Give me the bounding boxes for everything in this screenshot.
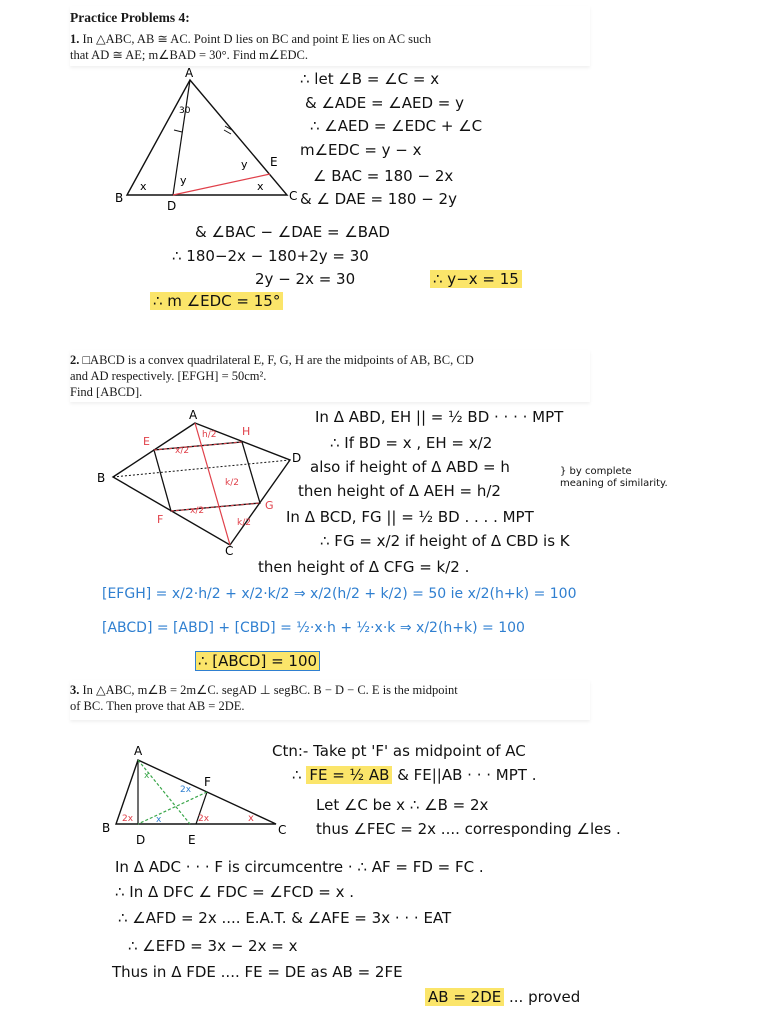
label-x2-bottom: x/2 bbox=[190, 506, 205, 516]
problem-3-text-1: In △ABC, m∠B = 2m∠C. segAD ⊥ segBC. B − D − C. E is the midpoint bbox=[82, 683, 458, 697]
angle-y-d-1: y bbox=[180, 174, 187, 187]
label-h2: h/2 bbox=[202, 430, 217, 440]
quadrilateral-figure-2 bbox=[95, 405, 305, 555]
p1-answer bbox=[150, 292, 283, 310]
p1-work-6: & ∠ DAE = 180 − 2y bbox=[300, 190, 457, 208]
problem-2-text-3: Find [ABCD]. bbox=[70, 385, 143, 399]
p3-work-9: Thus in Δ FDE .... FE = DE as AB = 2FE bbox=[112, 963, 403, 981]
problem-1-text-1: In △ABC, AB ≅ AC. Point D lies on BC and point E lies on AC such bbox=[82, 32, 432, 46]
p1-work-2: & ∠ADE = ∠AED = y bbox=[305, 94, 465, 112]
problem-3-statement bbox=[70, 680, 590, 720]
p1-answer-highlight: ∴ m ∠EDC = 15° bbox=[150, 292, 283, 310]
p3-work-2 bbox=[292, 766, 536, 784]
p1-work-9: 2y − 2x = 30 bbox=[255, 270, 356, 288]
angle-x-a: x bbox=[144, 771, 150, 781]
p2-work-6: ∴ FG = x/2 if height of Δ CBD is K bbox=[320, 532, 570, 550]
problem-3-line-1 bbox=[70, 682, 590, 698]
vertex-b-3: B bbox=[102, 821, 111, 835]
vertex-c-3: C bbox=[278, 823, 287, 837]
p2-work-2: ∴ If BD = x , EH = x/2 bbox=[330, 434, 493, 452]
vertex-g-2: G bbox=[265, 499, 274, 512]
p3-work-2-rest: & FE||AB · · · MPT . bbox=[397, 766, 537, 784]
p2-answer bbox=[195, 652, 320, 670]
angle-x-b-1: x bbox=[140, 180, 147, 193]
p2-note: } by complete meaning of similarity. bbox=[560, 466, 668, 489]
p3-work-3: Let ∠C be x ∴ ∠B = 2x bbox=[316, 796, 489, 814]
problem-2-statement bbox=[70, 350, 590, 402]
problem-3-number: 3. bbox=[70, 683, 80, 697]
vertex-e-2: E bbox=[143, 435, 150, 448]
p2-work-1: In Δ ABD, EH || = ½ BD · · · · MPT bbox=[315, 408, 564, 426]
problem-2-text-2: and AD respectively. [EFGH] = 50cm². bbox=[70, 369, 267, 383]
problem-2-number: 2. bbox=[70, 353, 80, 367]
p2-work-4: then height of Δ AEH = h/2 bbox=[298, 482, 501, 500]
angle-2x-b: 2x bbox=[122, 814, 134, 824]
p2-blue-line-1: [EFGH] = x/2·h/2 + x/2·k/2 ⇒ x/2(h/2 + k/2) = 50 ie x/2(h+k) = 100 bbox=[102, 586, 577, 602]
angle-x-c: x bbox=[248, 813, 254, 824]
vertex-h-2: H bbox=[242, 425, 251, 438]
vertex-c-2: C bbox=[225, 544, 234, 555]
triangle-figure-1 bbox=[105, 68, 305, 218]
p3-work-8: ∴ ∠EFD = 3x − 2x = x bbox=[128, 937, 298, 955]
problem-1-line-1 bbox=[70, 31, 590, 47]
vertex-c-1: C bbox=[289, 189, 298, 203]
p3-work-2-prefix: ∴ bbox=[292, 766, 302, 784]
practice-header: Practice Problems 4: bbox=[70, 10, 190, 25]
p1-work-3: ∴ ∠AED = ∠EDC + ∠C bbox=[310, 117, 483, 135]
p2-work-5: In Δ BCD, FG || = ½ BD . . . . MPT bbox=[286, 508, 534, 526]
p2-blue-line-2: [ABCD] = [ABD] + [CBD] = ½·x·h + ½·x·k ⇒ x/2(h+k) = 100 bbox=[102, 620, 525, 636]
p1-result-highlight: ∴ y−x = 15 bbox=[430, 270, 522, 288]
angle-y-e-1: y bbox=[241, 158, 248, 171]
vertex-d-1: D bbox=[167, 199, 177, 213]
vertex-e-1: E bbox=[270, 155, 278, 169]
p1-work-7: & ∠BAC − ∠DAE = ∠BAD bbox=[195, 223, 390, 241]
angle-30-1: 30 bbox=[179, 106, 191, 116]
vertex-b-1: B bbox=[115, 191, 124, 205]
p3-work-1: Ctn:- Take pt 'F' as midpoint of AC bbox=[272, 742, 526, 760]
p1-work-1: ∴ let ∠B = ∠C = x bbox=[300, 70, 440, 88]
vertex-a-1: A bbox=[185, 68, 194, 80]
angle-2x-e: 2x bbox=[198, 814, 210, 824]
p3-final-highlight: AB = 2DE bbox=[425, 988, 504, 1006]
p1-work-8: ∴ 180−2x − 180+2y = 30 bbox=[172, 247, 369, 265]
problem-1-statement bbox=[70, 6, 590, 66]
problem-2-line-1 bbox=[70, 352, 590, 368]
vertex-b-2: B bbox=[97, 471, 106, 485]
problem-1-text-2: that AD ≅ AE; m∠BAD = 30°. Find m∠EDC. bbox=[70, 48, 309, 62]
p3-final bbox=[425, 988, 580, 1006]
label-x2-top: x/2 bbox=[175, 446, 190, 456]
angle-2x-f: 2x bbox=[180, 785, 192, 795]
vertex-a-2: A bbox=[189, 408, 198, 422]
vertex-d-2: D bbox=[292, 451, 302, 465]
angle-x-c-1: x bbox=[257, 180, 264, 193]
p3-work-7: ∴ ∠AFD = 2x .... E.A.T. & ∠AFE = 3x · · · EAT bbox=[118, 909, 452, 927]
p3-final-rest: ... proved bbox=[509, 988, 581, 1006]
p3-work-4: thus ∠FEC = 2x .... corresponding ∠les . bbox=[316, 820, 621, 838]
label-k2-a: k/2 bbox=[225, 478, 239, 488]
label-k2-b: k/2 bbox=[237, 518, 251, 528]
p1-work-5: ∠ BAC = 180 − 2x bbox=[313, 167, 454, 185]
problem-3-text-2: of BC. Then prove that AB = 2DE. bbox=[70, 699, 245, 713]
angle-x-b: x bbox=[156, 815, 162, 825]
triangle-figure-3 bbox=[98, 742, 298, 852]
p1-work-result bbox=[430, 270, 522, 288]
vertex-d-3: D bbox=[136, 833, 146, 847]
p2-answer-highlight: ∴ [ABCD] = 100 bbox=[195, 651, 320, 671]
p1-work-4: m∠EDC = y − x bbox=[300, 141, 422, 159]
vertex-a-3: A bbox=[134, 744, 143, 758]
p2-work-7: then height of Δ CFG = k/2 . bbox=[258, 558, 470, 576]
p3-fe-highlight: FE = ½ AB bbox=[306, 766, 392, 784]
problem-1-number: 1. bbox=[70, 32, 80, 46]
problem-2-text-1: □ABCD is a convex quadrilateral E, F, G, H are the midpoints of AB, BC, CD bbox=[82, 353, 474, 367]
p3-work-5: In Δ ADC · · · F is circumcentre · ∴ AF = FD = FC . bbox=[115, 858, 484, 876]
vertex-e-3: E bbox=[188, 833, 196, 847]
p2-work-3: also if height of Δ ABD = h bbox=[310, 458, 510, 476]
vertex-f-3: F bbox=[204, 775, 211, 789]
vertex-f-2: F bbox=[157, 513, 164, 526]
p3-work-6: ∴ In Δ DFC ∠ FDC = ∠FCD = x . bbox=[115, 883, 355, 901]
